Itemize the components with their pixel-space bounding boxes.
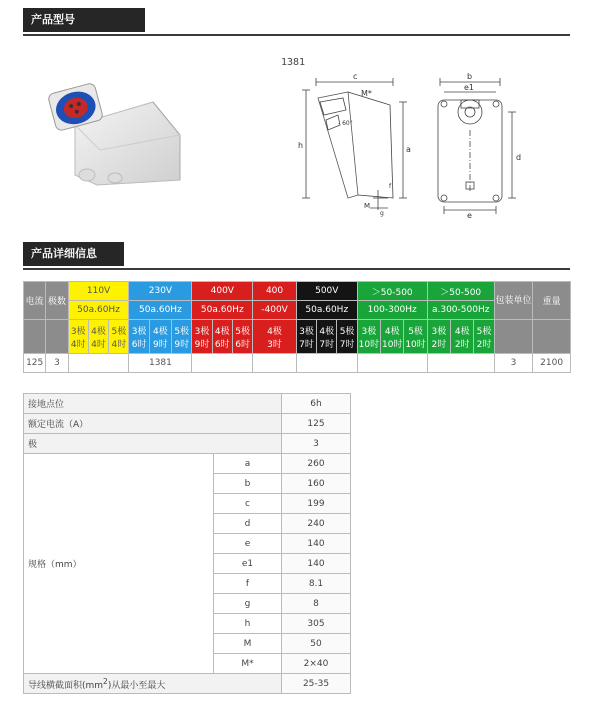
spec-table [23, 393, 351, 694]
dim-key: M* [214, 654, 282, 674]
dim-b: b [467, 72, 473, 81]
product-detail-header [23, 242, 570, 270]
cell-current: 125 [24, 354, 46, 373]
dim-key: b [214, 474, 282, 494]
spec-label: 接地点位 [24, 394, 282, 414]
pole-cell: 3极 2时 [427, 320, 450, 354]
dim-value: 50 [282, 634, 351, 654]
cell-weight: 2100 [533, 354, 571, 373]
spec-value: 125 [282, 414, 351, 434]
dim-c: c [353, 72, 358, 81]
pole-cell: 4极 10时 [381, 320, 404, 354]
dim-a: a [406, 145, 411, 154]
pole-cell: 3极 4时 [68, 320, 88, 354]
spec-label: 额定电流（A） [24, 414, 282, 434]
header-voltage: ＞50-500 [357, 282, 427, 301]
product-model-header [23, 8, 570, 36]
cell-pack-unit: 3 [494, 354, 533, 373]
spec-row [24, 434, 351, 454]
dim-g: g [380, 210, 384, 217]
header-voltage: 230V [129, 282, 192, 301]
header-voltage: 400 [253, 282, 297, 301]
dim-key: e1 [214, 554, 282, 574]
dim-value: 240 [282, 514, 351, 534]
spec-label: 极 [24, 434, 282, 454]
header-voltage: 400V [192, 282, 253, 301]
header-voltage: ＞50-500 [427, 282, 494, 301]
pole-cell: 5极 6时 [232, 320, 252, 354]
dim-key: d [214, 514, 282, 534]
dim-d: d [516, 153, 522, 162]
pole-cell: 5极 4时 [109, 320, 129, 354]
dim-value: 199 [282, 494, 351, 514]
header-current: 电流 [24, 282, 46, 320]
dim-key: c [214, 494, 282, 514]
pole-cell: 3极 9时 [192, 320, 212, 354]
dim-key: g [214, 594, 282, 614]
spec-row [24, 394, 351, 414]
pole-cell: 3极 10时 [357, 320, 380, 354]
pole-cell: 4极 9时 [149, 320, 171, 354]
dim-value: 260 [282, 454, 351, 474]
spec-row [24, 414, 351, 434]
header-frequency: a.300-500Hz [427, 301, 494, 320]
dim-value: 160 [282, 474, 351, 494]
dim-h: h [298, 141, 304, 150]
spec-value: 3 [282, 434, 351, 454]
spec-value: 6h [282, 394, 351, 414]
dim-key: e [214, 534, 282, 554]
pole-cell: 3极 7时 [296, 320, 316, 354]
dim-key: M [214, 634, 282, 654]
dim-key: h [214, 614, 282, 634]
header-frequency: 50a.60Hz [68, 301, 129, 320]
pole-cell: 4极 4时 [88, 320, 108, 354]
pole-cell: 3极 6时 [129, 320, 149, 354]
header-pack-unit: 包装单位 [494, 282, 533, 320]
dimension-drawing [298, 70, 568, 220]
spec-dimensions-label: 规格（mm） [24, 454, 214, 674]
product-image [45, 80, 185, 190]
pole-cell: 4极 3时 [253, 320, 297, 354]
dim-mstar: M* [361, 89, 372, 98]
header-weight: 重量 [533, 282, 571, 320]
dim-key: f [214, 574, 282, 594]
pole-cell: 5极 2时 [474, 320, 494, 354]
header-voltage: 110V [68, 282, 129, 301]
dim-value: 8 [282, 594, 351, 614]
dim-value: 140 [282, 554, 351, 574]
dim-value: 140 [282, 534, 351, 554]
header-voltage: 500V [296, 282, 357, 301]
pole-cell: 4极 7时 [317, 320, 337, 354]
dim-value: 8.1 [282, 574, 351, 594]
header-frequency: -400V [253, 301, 297, 320]
pole-cell: 5极 9时 [172, 320, 192, 354]
dim-key: a [214, 454, 282, 474]
spec-row [24, 454, 351, 474]
cell-poles: 3 [46, 354, 68, 373]
header-frequency: 50a.60Hz [129, 301, 192, 320]
dim-value: 305 [282, 614, 351, 634]
pole-cell: 5极 7时 [337, 320, 357, 354]
table-row [24, 354, 571, 373]
cable-cross-section-value: 25-35 [282, 674, 351, 694]
dim-value: 2×40 [282, 654, 351, 674]
header-poles: 极数 [46, 282, 68, 320]
header-frequency: 50a.60Hz [296, 301, 357, 320]
cell-model: 1381 [129, 354, 192, 373]
section-title: 产品详细信息 [23, 242, 124, 266]
pole-cell: 4极 6时 [212, 320, 232, 354]
dim-f: f [389, 183, 392, 190]
cable-cross-section-label: 导线横截面积$(mm^2)$从最小至最大 [24, 674, 282, 694]
header-frequency: 100-300Hz [357, 301, 427, 320]
product-table [23, 281, 571, 373]
section-title: 产品型号 [23, 8, 145, 32]
header-frequency: 50a.60Hz [192, 301, 253, 320]
dim-m: M [364, 202, 371, 210]
pole-cell: 5极 10时 [404, 320, 427, 354]
dim-angle: - 60° [338, 120, 353, 127]
spec-row [24, 674, 351, 694]
dim-e: e [467, 211, 472, 220]
model-number-label: 1381 [281, 57, 306, 68]
pole-cell: 4极 2时 [451, 320, 474, 354]
dim-e1: e1 [464, 83, 475, 92]
